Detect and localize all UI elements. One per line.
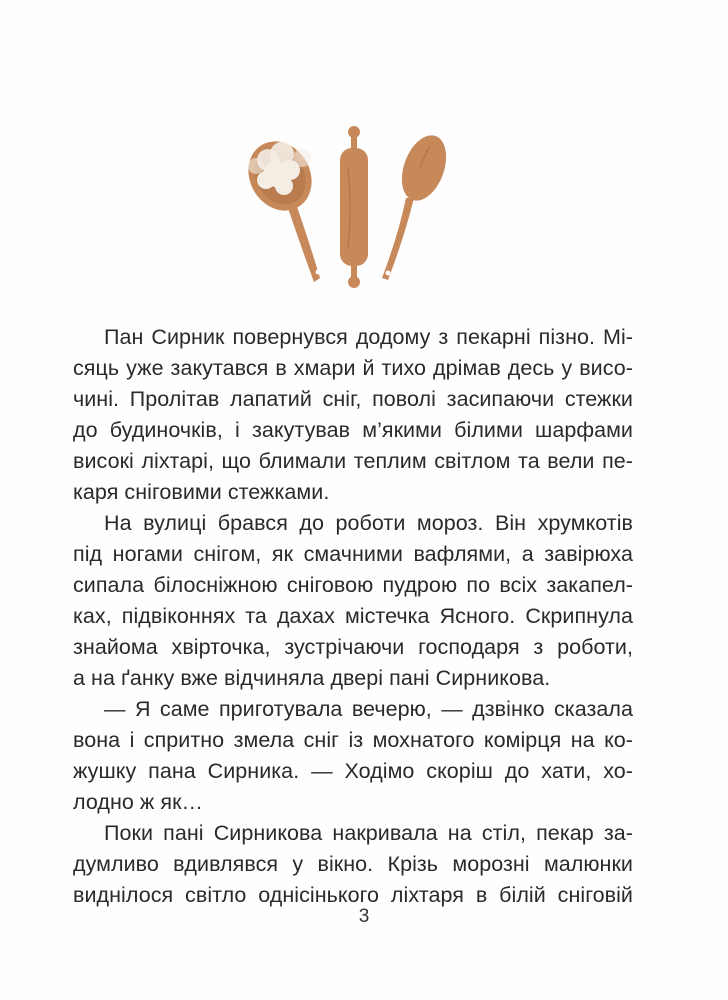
rolling-pin-icon	[340, 126, 368, 288]
text-line: сяць уже закутався в хмари й тихо дрімав десь у висо-	[73, 356, 633, 380]
kitchen-utensils-illustration	[238, 118, 458, 298]
text-line: до будиночків, і закутував м’якими білими шарфами	[73, 418, 633, 442]
text-line: вона і спритно змела сніг із мохнатого комірця на ко-	[73, 728, 633, 752]
text-line: лодно ж як…	[73, 790, 204, 814]
text-line: жушку пана Сирника. — Ходімо скоріш до хати, хо-	[73, 759, 633, 783]
page-number: 3	[358, 906, 370, 927]
story-text	[73, 322, 633, 911]
wooden-spatula-icon	[382, 129, 454, 280]
text-line: під ногами снігом, як смачними вафлями, а завірюха	[73, 542, 633, 566]
text-line: Пан Сирник повернувся додому з пекарні пізно. Мі-	[104, 325, 633, 349]
text-line: — Я саме приготувала вечерю, — дзвінко сказала	[104, 697, 633, 721]
text-line: виднілося світло однісінького ліхтаря в білій сніговій	[73, 883, 633, 907]
text-line: На вулиці брався до роботи мороз. Він хрумкотів	[104, 511, 633, 535]
text-line: каря сніговими стежками.	[73, 480, 330, 504]
paragraph	[73, 694, 633, 818]
paragraph	[73, 508, 633, 694]
text-line: сипала білосніжною сніговою пудрою по всіх закапел-	[73, 573, 633, 597]
text-line: ках, підвіконнях та дахах містечка Ясного. Скрипнула	[73, 604, 633, 628]
paragraph	[73, 322, 633, 508]
text-line: чині. Пролітав лапатий сніг, поволі засипаючи стежки	[73, 387, 633, 411]
text-line: високі ліхтарі, що блимали теплим світлом та вели пе-	[73, 449, 633, 473]
text-line: а на ґанку вже відчиняла двері пані Сирникова.	[73, 666, 551, 690]
spoon-with-flour-icon	[238, 130, 324, 282]
text-line: Поки пані Сирникова накривала на стіл, пекар за-	[104, 821, 633, 845]
text-line: знайома хвірточка, зустрічаючи господаря з роботи,	[73, 635, 633, 659]
text-line: думливо вдивлявся у вікно. Крізь морозні малюнки	[73, 852, 633, 876]
paragraph	[73, 818, 633, 911]
